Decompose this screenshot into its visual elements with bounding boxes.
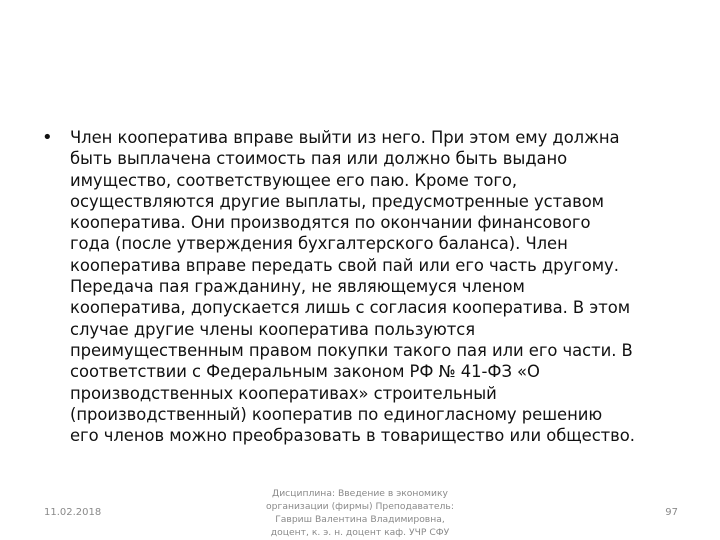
footer-course-info: Дисциплина: Введение в экономику организации (фирмы) Преподаватель: Гавриш Валентина Владимировна, доцент, к. э. н. доцент каф. УЧР СФУ: [266, 488, 454, 538]
body-text: Член кооператива вправе выйти из него. При этом ему должна быть выплачена стоимость пая или должно быть выдано имущество, соответствующее его паю. Кроме того, осуществляются другие выплаты, предусмотренные уставом кооператива. Они производятся по окончании финансового года (после утверждения бухгалтерского баланса). Член кооператива вправе передать свой пай или его часть другому. Передача пая гражданину, не являющемуся членом кооператива, допускается лишь с согласия кооператива. В этом случае другие члены кооператива пользуются преимущественным правом покупки такого пая или его части. В соответствии с Федеральным законом РФ № 41-ФЗ «О производственных кооперативах» строительный (производственный) кооператив по единогласному решению его членов можно преобразовать в товарищество или общество.: [70, 128, 635, 446]
page-number: 97: [665, 507, 678, 518]
bullet-icon: •: [42, 127, 53, 148]
bullet-paragraph: [42, 127, 718, 446]
footer-date: 11.02.2018: [44, 507, 102, 518]
